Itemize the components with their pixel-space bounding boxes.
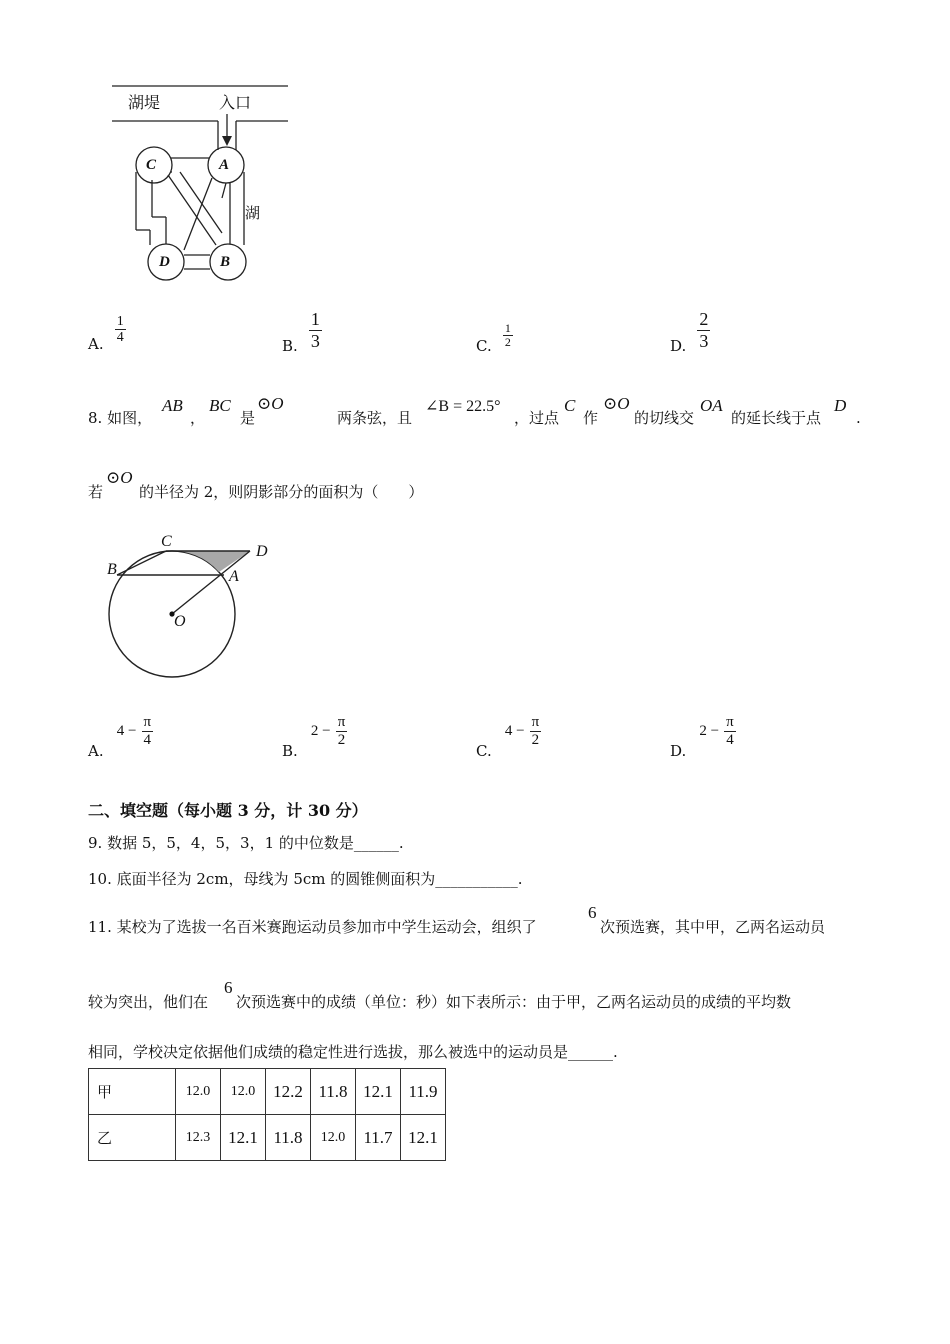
circle-point-a: A <box>229 568 239 585</box>
q9-text: 9. 数据 5，5，4，5，3，1 的中位数是______. <box>88 834 404 852</box>
q8-question: 的半径为 2，则阴影部分的面积为（ ） <box>139 483 424 501</box>
q8-d: D <box>834 396 847 415</box>
table-row <box>89 1069 446 1115</box>
table-cell: 12.0 <box>311 1115 356 1161</box>
table-cell: 12.0 <box>221 1069 266 1115</box>
q10-text: 10. 底面半径为 2cm，母线为 5cm 的圆锥侧面积为___________. <box>88 870 523 888</box>
q8-circle-o-2: ⊙O <box>603 394 630 413</box>
section-title: 二、填空题（每小题 3 分，计 30 分） <box>88 801 368 820</box>
lake-label: 湖 <box>245 204 261 222</box>
fraction: $\frac{2}{3}$ <box>699 309 709 351</box>
table-row <box>89 1115 446 1161</box>
q8-option-c[interactable] <box>476 714 541 760</box>
q11-line3: 相同，学校决定依据他们成绩的稳定性进行选拔，那么被选中的运动员是______. <box>88 1043 618 1061</box>
q8-zuo: 作 <box>583 409 599 427</box>
option-label: A. <box>88 741 104 760</box>
q8-c: C <box>564 396 576 415</box>
q11-six-2: 6 <box>224 978 233 997</box>
lake-dike-label: 湖堤 <box>128 93 161 112</box>
q8-oa: OA <box>700 396 723 415</box>
lake-point-c: C <box>146 157 157 173</box>
q11-line2b: 次预选赛中的成绩（单位：秒）如下表所示：由于甲，乙两名运动员的成绩的平均数 <box>236 993 792 1011</box>
option-label: D. <box>670 337 687 356</box>
table-cell: 11.8 <box>311 1069 356 1115</box>
lake-point-a: A <box>219 157 230 173</box>
q8-shi: 是 <box>240 409 256 427</box>
fraction: $\frac{\pi}{2}$ <box>337 714 346 748</box>
fraction: $\frac{\pi}{2}$ <box>531 714 540 748</box>
option-whole: 4 − <box>116 722 137 739</box>
q8-through-point: ，过点 <box>514 409 560 427</box>
q8-intro: 8. 如图， <box>88 409 153 427</box>
fraction: $\frac{1}{2}$ <box>504 321 511 350</box>
lake-point-b: B <box>220 254 231 270</box>
circle-point-c: C <box>161 533 172 550</box>
row-name: 甲 <box>89 1069 176 1115</box>
table-cell: 12.1 <box>401 1115 446 1161</box>
option-label: B. <box>282 337 298 356</box>
circle-point-o: O <box>174 613 186 630</box>
fraction: $\frac{1}{4}$ <box>116 314 124 346</box>
option-label: A. <box>88 334 104 353</box>
q8-circle-o-3: ⊙O <box>106 468 133 487</box>
option-whole: 2 − <box>699 722 720 739</box>
table-cell: 12.0 <box>176 1069 221 1115</box>
table-cell: 12.1 <box>221 1115 266 1161</box>
q8-option-b[interactable] <box>282 714 347 760</box>
fraction: $\frac{\pi}{4}$ <box>143 714 152 748</box>
option-whole: 4 − <box>504 722 525 739</box>
option-label: C. <box>476 336 492 355</box>
fraction: $\frac{\pi}{4}$ <box>726 714 734 748</box>
table-cell: 11.8 <box>266 1115 311 1161</box>
table-cell: 12.2 <box>266 1069 311 1115</box>
table-cell: 11.7 <box>356 1115 401 1161</box>
q7-option-c[interactable] <box>476 321 513 355</box>
q8-comma: ， <box>190 409 206 427</box>
option-label: B. <box>282 741 298 760</box>
option-whole: 2 − <box>310 722 331 739</box>
q8-period: . <box>856 409 861 427</box>
q8-extension: 的延长线于点 <box>731 409 822 427</box>
table-cell: 12.1 <box>356 1069 401 1115</box>
circle-point-d: D <box>256 543 268 560</box>
q11-six-1: 6 <box>588 903 597 922</box>
fraction: $\frac{1}{3}$ <box>310 309 320 351</box>
q7-option-a[interactable] <box>88 314 126 353</box>
table-cell: 12.3 <box>176 1115 221 1161</box>
q8-option-a[interactable] <box>88 714 153 760</box>
circle-point-b: B <box>107 561 117 578</box>
score-table <box>88 1068 446 1161</box>
q8-two-chords: 两条弦，且 <box>337 409 413 427</box>
q8-tangent: 的切线交 <box>634 409 695 427</box>
q8-ab: AB <box>162 396 183 415</box>
row-name: 乙 <box>89 1115 176 1161</box>
q8-circle-o: ⊙O <box>257 394 284 413</box>
q8-ruo: 若 <box>88 483 104 501</box>
q11-line2a: 较为突出，他们在 <box>88 993 209 1011</box>
q11-line1a: 11. 某校为了选拔一名百米赛跑运动员参加市中学生运动会，组织了 <box>88 918 537 936</box>
option-label: C. <box>476 741 492 760</box>
lake-entrance-label: 入口 <box>219 93 252 112</box>
q8-angle: ∠B = 22.5° <box>425 398 501 415</box>
q11-line1b: 次预选赛，其中甲，乙两名运动员 <box>600 918 826 936</box>
table-cell: 11.9 <box>401 1069 446 1115</box>
lake-point-d: D <box>159 254 170 270</box>
q8-option-d[interactable] <box>670 714 736 760</box>
q8-bc: BC <box>209 396 231 415</box>
option-label: D. <box>670 741 687 760</box>
q7-option-b[interactable] <box>282 309 322 356</box>
q7-option-d[interactable] <box>670 309 710 356</box>
